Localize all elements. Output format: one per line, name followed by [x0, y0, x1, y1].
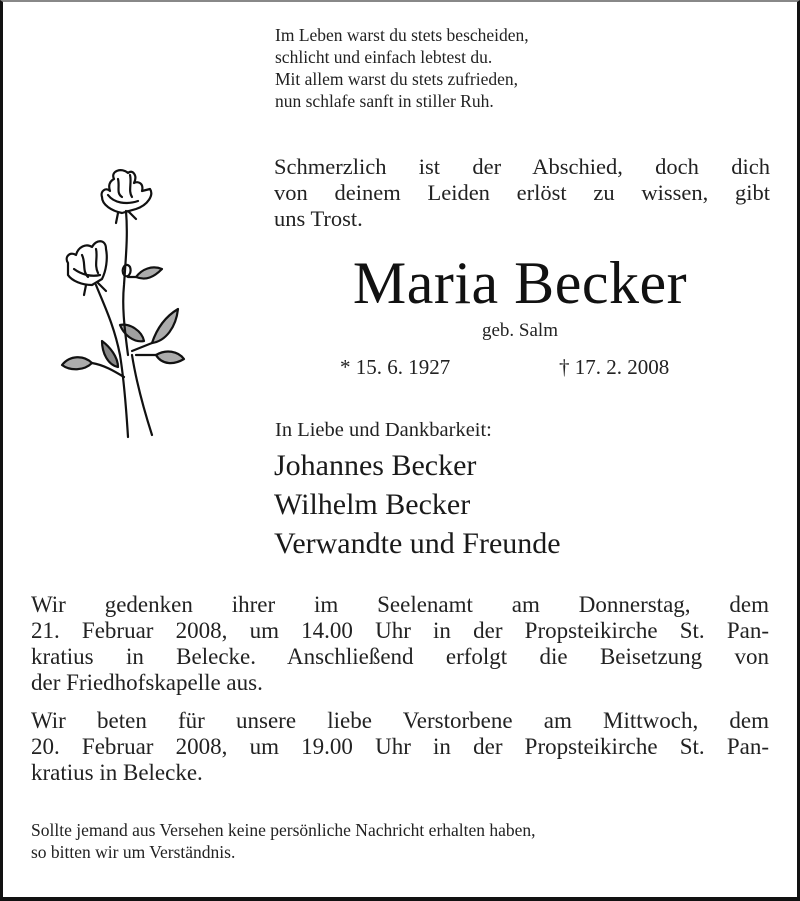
consolation-line: von deinem Leiden erlöst zu wissen, gibt: [274, 180, 770, 205]
mourners-list: [274, 446, 561, 563]
consolation-text: [274, 154, 770, 232]
paragraph-line: 20. Februar 2008, um 19.00 Uhr in der Propsteikirche St. Pan-: [31, 734, 769, 759]
closing-note: [31, 819, 771, 863]
mourners-intro: In Liebe und Dankbarkeit:: [275, 419, 492, 441]
paragraph-line: Wir gedenken ihrer im Seelenamt am Donnerstag, dem: [31, 592, 769, 617]
poem-line: schlicht und einfach lebtest du.: [275, 47, 493, 67]
consolation-line: Schmerzlich ist der Abschied, doch dich: [274, 154, 770, 179]
maiden-name: geb. Salm: [482, 320, 558, 341]
consolation-line: uns Trost.: [274, 206, 363, 231]
paragraph-line: kratius in Belecke. Anschließend erfolgt die Beisetzung von: [31, 644, 769, 669]
poem: [275, 24, 529, 112]
note-line: so bitten wir um Verständnis.: [31, 842, 236, 862]
paragraph-line: der Friedhofskapelle aus.: [31, 670, 263, 695]
mourner-name: Verwandte und Freunde: [274, 527, 561, 560]
death-date: † 17. 2. 2008: [559, 355, 670, 379]
rose-icon: [52, 165, 187, 445]
deceased-name: Maria Becker: [352, 250, 688, 316]
poem-line: Mit allem warst du stets zufrieden,: [275, 69, 518, 89]
note-line: Sollte jemand aus Versehen keine persönliche Nachricht erhalten haben,: [31, 820, 536, 840]
paragraph-line: 21. Februar 2008, um 14.00 Uhr in der Propsteikirche St. Pan-: [31, 618, 769, 643]
prayer-paragraph: [31, 708, 769, 786]
birth-date: * 15. 6. 1927: [340, 355, 451, 379]
mourner-name: Johannes Becker: [274, 449, 477, 482]
mourner-name: Wilhelm Becker: [274, 488, 471, 521]
requiem-paragraph: [31, 592, 769, 696]
poem-line: nun schlafe sanft in stiller Ruh.: [275, 91, 494, 111]
paragraph-line: kratius in Belecke.: [31, 760, 203, 785]
poem-line: Im Leben warst du stets bescheiden,: [275, 25, 529, 45]
paragraph-line: Wir beten für unsere liebe Verstorbene am Mittwoch, dem: [31, 708, 769, 733]
